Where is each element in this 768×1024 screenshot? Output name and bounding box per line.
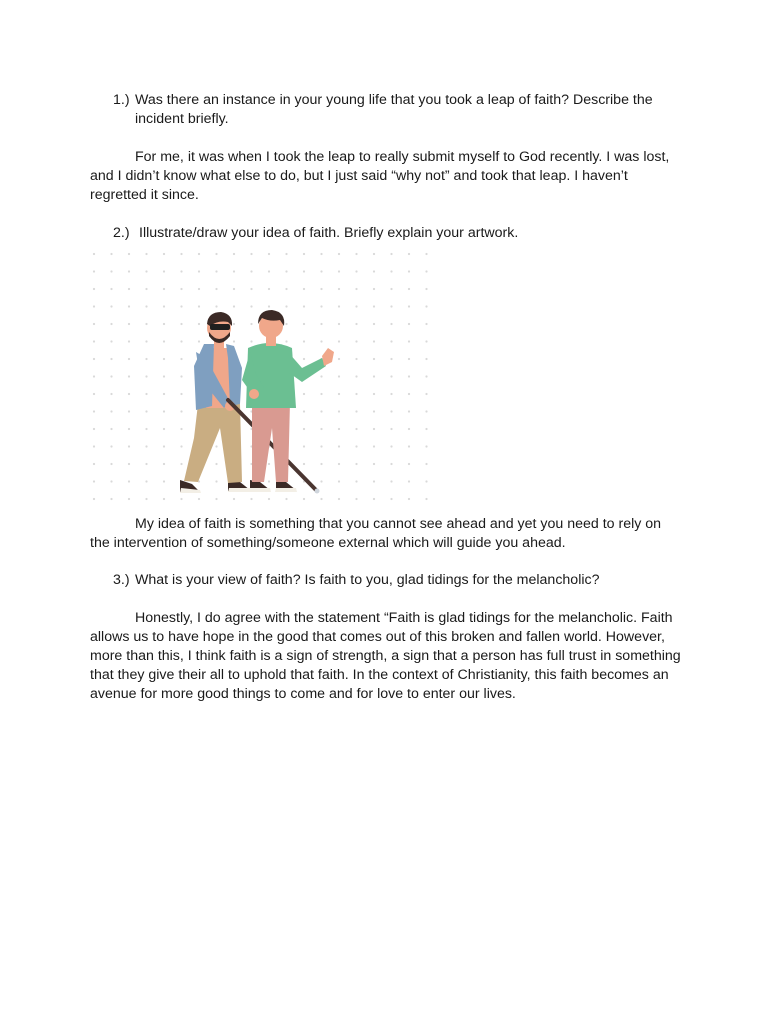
grid-dot bbox=[110, 305, 112, 307]
grid-dot bbox=[303, 393, 305, 395]
grid-dot bbox=[373, 270, 375, 272]
grid-dot bbox=[163, 305, 165, 307]
grid-dot bbox=[425, 498, 427, 500]
grid-dot bbox=[355, 270, 357, 272]
grid-dot bbox=[373, 393, 375, 395]
grid-dot bbox=[285, 253, 287, 255]
grid-dot bbox=[338, 305, 340, 307]
grid-dot bbox=[110, 358, 112, 360]
grid-dot bbox=[145, 288, 147, 290]
grid-dot bbox=[303, 463, 305, 465]
grid-dot bbox=[408, 445, 410, 447]
grid-dot bbox=[93, 305, 95, 307]
grid-dot bbox=[425, 323, 427, 325]
grid-dot bbox=[408, 428, 410, 430]
grid-dot bbox=[180, 393, 182, 395]
grid-dot bbox=[390, 375, 392, 377]
grid-dot bbox=[320, 463, 322, 465]
grid-dot bbox=[373, 428, 375, 430]
grid-dot bbox=[145, 305, 147, 307]
grid-dot bbox=[390, 270, 392, 272]
grid-dot bbox=[128, 498, 130, 500]
grid-dot bbox=[163, 393, 165, 395]
grid-dot bbox=[303, 410, 305, 412]
grid-dot bbox=[355, 340, 357, 342]
grid-dot bbox=[408, 375, 410, 377]
grid-dot bbox=[180, 323, 182, 325]
grid-dot bbox=[110, 340, 112, 342]
grid-dot bbox=[128, 375, 130, 377]
grid-dot bbox=[163, 498, 165, 500]
grid-dot bbox=[425, 253, 427, 255]
question-3-text: What is your view of faith? Is faith to you, glad tidings for the melancholic? bbox=[135, 572, 600, 588]
grid-dot bbox=[128, 480, 130, 482]
grid-dot bbox=[233, 340, 235, 342]
grid-dot bbox=[408, 253, 410, 255]
grid-dot bbox=[373, 288, 375, 290]
grid-dot bbox=[373, 463, 375, 465]
grid-dot bbox=[250, 270, 252, 272]
grid-dot bbox=[163, 428, 165, 430]
grid-dot bbox=[233, 305, 235, 307]
grid-dot bbox=[355, 393, 357, 395]
grid-dot bbox=[145, 358, 147, 360]
grid-dot bbox=[320, 498, 322, 500]
grid-dot bbox=[425, 270, 427, 272]
grid-dot bbox=[425, 393, 427, 395]
grid-dot bbox=[180, 253, 182, 255]
grid-dot bbox=[180, 375, 182, 377]
answer-1: For me, it was when I took the leap to really submit myself to God recently. I was lost, and I didn’t know what else to do, but I just said “why not” and took that leap. I haven’t regretted it since. bbox=[90, 149, 670, 203]
grid-dot bbox=[338, 253, 340, 255]
grid-dot bbox=[338, 498, 340, 500]
grid-dot bbox=[215, 288, 217, 290]
grid-dot bbox=[425, 288, 427, 290]
grid-dot bbox=[93, 428, 95, 430]
grid-dot bbox=[320, 410, 322, 412]
blind-man-guided-by-friend-illustration bbox=[88, 248, 436, 514]
grid-dot bbox=[425, 340, 427, 342]
grid-dot bbox=[145, 498, 147, 500]
grid-dot bbox=[163, 270, 165, 272]
grid-dot bbox=[250, 340, 252, 342]
grid-dot bbox=[320, 253, 322, 255]
grid-dot bbox=[355, 480, 357, 482]
grid-dot bbox=[390, 410, 392, 412]
grid-dot bbox=[425, 375, 427, 377]
grid-dot bbox=[355, 323, 357, 325]
grid-dot bbox=[128, 463, 130, 465]
grid-dot bbox=[338, 393, 340, 395]
grid-dot bbox=[355, 358, 357, 360]
grid-dot bbox=[373, 480, 375, 482]
grid-dot bbox=[93, 375, 95, 377]
grid-dot bbox=[93, 410, 95, 412]
grid-dot bbox=[390, 445, 392, 447]
grid-dot bbox=[198, 305, 200, 307]
grid-dot bbox=[320, 288, 322, 290]
grid-dot bbox=[93, 445, 95, 447]
grid-dot bbox=[110, 375, 112, 377]
grid-dot bbox=[408, 410, 410, 412]
grid-dot bbox=[180, 358, 182, 360]
grid-dot bbox=[145, 445, 147, 447]
grid-dot bbox=[198, 253, 200, 255]
grid-dot bbox=[128, 410, 130, 412]
grid-dot bbox=[180, 428, 182, 430]
grid-dot bbox=[215, 480, 217, 482]
grid-dot bbox=[373, 340, 375, 342]
question-1-text: Was there an instance in your young life that you took a leap of faith? Describe the incident briefly. bbox=[135, 92, 653, 127]
grid-dot bbox=[355, 498, 357, 500]
grid-dot bbox=[93, 498, 95, 500]
grid-dot bbox=[285, 323, 287, 325]
grid-dot bbox=[163, 358, 165, 360]
grid-dot bbox=[198, 323, 200, 325]
grid-dot bbox=[163, 288, 165, 290]
grid-dot bbox=[390, 305, 392, 307]
grid-dot bbox=[163, 253, 165, 255]
grid-dot bbox=[145, 463, 147, 465]
grid-dot bbox=[408, 463, 410, 465]
grid-dot bbox=[250, 253, 252, 255]
grid-dot bbox=[373, 253, 375, 255]
question-2-number: 2.) bbox=[113, 225, 130, 241]
grid-dot bbox=[303, 340, 305, 342]
grid-dot bbox=[425, 410, 427, 412]
grid-dot bbox=[320, 340, 322, 342]
grid-dot bbox=[355, 288, 357, 290]
grid-dot bbox=[373, 445, 375, 447]
grid-dot bbox=[390, 498, 392, 500]
grid-dot bbox=[268, 253, 270, 255]
grid-dot bbox=[408, 358, 410, 360]
grid-dot bbox=[373, 498, 375, 500]
grid-dot bbox=[320, 393, 322, 395]
grid-dot bbox=[303, 305, 305, 307]
grid-dot bbox=[390, 480, 392, 482]
grid-dot bbox=[268, 270, 270, 272]
grid-dot bbox=[338, 445, 340, 447]
grid-dot bbox=[320, 270, 322, 272]
grid-dot bbox=[425, 428, 427, 430]
grid-dot bbox=[390, 340, 392, 342]
grid-dot bbox=[215, 253, 217, 255]
grid-dot bbox=[373, 410, 375, 412]
grid-dot bbox=[425, 305, 427, 307]
grid-dot bbox=[408, 498, 410, 500]
grid-dot bbox=[268, 288, 270, 290]
grid-dot bbox=[128, 393, 130, 395]
grid-dot bbox=[303, 498, 305, 500]
grid-dot bbox=[145, 410, 147, 412]
grid-dot bbox=[93, 480, 95, 482]
grid-dot bbox=[145, 253, 147, 255]
grid-dot bbox=[425, 445, 427, 447]
grid-dot bbox=[198, 498, 200, 500]
grid-dot bbox=[145, 428, 147, 430]
grid-dot bbox=[128, 253, 130, 255]
grid-dot bbox=[338, 375, 340, 377]
grid-dot bbox=[338, 410, 340, 412]
grid-dot bbox=[128, 445, 130, 447]
grid-dot bbox=[250, 288, 252, 290]
grid-dot bbox=[93, 253, 95, 255]
grid-dot bbox=[355, 305, 357, 307]
grid-dot bbox=[355, 428, 357, 430]
grid-dot bbox=[215, 445, 217, 447]
grid-dot bbox=[285, 340, 287, 342]
grid-dot bbox=[355, 410, 357, 412]
grid-dot bbox=[93, 393, 95, 395]
grid-dot bbox=[163, 480, 165, 482]
question-2-text: Illustrate/draw your idea of faith. Briefly explain your artwork. bbox=[139, 225, 519, 241]
grid-dot bbox=[233, 288, 235, 290]
grid-dot bbox=[128, 340, 130, 342]
grid-dot bbox=[250, 498, 252, 500]
grid-dot bbox=[425, 358, 427, 360]
grid-dot bbox=[233, 270, 235, 272]
grid-dot bbox=[215, 270, 217, 272]
grid-dot bbox=[268, 498, 270, 500]
grid-dot bbox=[285, 498, 287, 500]
grid-dot bbox=[145, 480, 147, 482]
grid-dot bbox=[180, 445, 182, 447]
grid-dot bbox=[408, 340, 410, 342]
grid-dot bbox=[110, 253, 112, 255]
grid-dot bbox=[303, 358, 305, 360]
grid-dot bbox=[93, 323, 95, 325]
grid-dot bbox=[110, 410, 112, 412]
grid-dot bbox=[338, 288, 340, 290]
grid-dot bbox=[180, 410, 182, 412]
grid-dot bbox=[285, 305, 287, 307]
grid-dot bbox=[373, 323, 375, 325]
grid-dot bbox=[355, 253, 357, 255]
grid-dot bbox=[110, 498, 112, 500]
grid-dot bbox=[233, 498, 235, 500]
grid-dot bbox=[145, 323, 147, 325]
grid-dot bbox=[128, 305, 130, 307]
grid-dot bbox=[408, 480, 410, 482]
grid-dot bbox=[93, 463, 95, 465]
grid-dot bbox=[303, 288, 305, 290]
question-2 bbox=[113, 224, 673, 243]
grid-dot bbox=[425, 463, 427, 465]
grid-dot bbox=[250, 305, 252, 307]
grid-dot bbox=[93, 358, 95, 360]
answer-3: Honestly, I do agree with the statement “Faith is glad tidings for the melancholic. Faith allows us to have hope in the good that comes out of this broken and fallen world. However, more than this, I think faith is a sign of strength, a sign that a person has full trust in something that they give their all to uphold that faith. In the context of Christianity, this faith becomes an avenue for more good things to come and for love to enter our lives. bbox=[90, 610, 681, 702]
grid-dot bbox=[390, 253, 392, 255]
grid-dot bbox=[128, 428, 130, 430]
grid-dot bbox=[338, 358, 340, 360]
grid-dot bbox=[390, 463, 392, 465]
grid-dot bbox=[163, 445, 165, 447]
question-1-number: 1.) bbox=[113, 92, 130, 108]
grid-dot bbox=[338, 428, 340, 430]
grid-dot bbox=[110, 270, 112, 272]
answer-2: My idea of faith is something that you cannot see ahead and yet you need to rely on the intervention of something/someone external which will guide you ahead. bbox=[90, 516, 662, 551]
grid-dot bbox=[303, 253, 305, 255]
grid-dot bbox=[320, 323, 322, 325]
grid-dot bbox=[215, 463, 217, 465]
grid-dot bbox=[408, 270, 410, 272]
grid-dot bbox=[93, 270, 95, 272]
grid-dot bbox=[110, 480, 112, 482]
grid-dot bbox=[408, 305, 410, 307]
grid-dot bbox=[180, 288, 182, 290]
grid-dot bbox=[408, 393, 410, 395]
grid-dot bbox=[180, 270, 182, 272]
grid-dot bbox=[198, 340, 200, 342]
grid-dot bbox=[250, 323, 252, 325]
grid-dot bbox=[233, 323, 235, 325]
grid-dot bbox=[128, 358, 130, 360]
grid-dot bbox=[163, 463, 165, 465]
grid-dot bbox=[180, 340, 182, 342]
grid-dot bbox=[320, 305, 322, 307]
grid-dot bbox=[93, 340, 95, 342]
grid-dot bbox=[180, 305, 182, 307]
grid-dot bbox=[390, 393, 392, 395]
grid-dot bbox=[110, 463, 112, 465]
grid-dot bbox=[408, 288, 410, 290]
grid-dot bbox=[373, 305, 375, 307]
grid-dot bbox=[145, 393, 147, 395]
question-3-number: 3.) bbox=[113, 572, 130, 588]
grid-dot bbox=[390, 288, 392, 290]
grid-dot bbox=[425, 480, 427, 482]
grid-dot bbox=[320, 445, 322, 447]
grid-dot bbox=[285, 270, 287, 272]
question-1 bbox=[113, 91, 673, 129]
grid-dot bbox=[390, 323, 392, 325]
grid-dot bbox=[163, 375, 165, 377]
grid-dot bbox=[163, 323, 165, 325]
grid-dot bbox=[268, 305, 270, 307]
grid-dot bbox=[338, 480, 340, 482]
grid-dot bbox=[163, 410, 165, 412]
grid-dot bbox=[303, 323, 305, 325]
grid-dot bbox=[355, 375, 357, 377]
grid-dot bbox=[268, 480, 270, 482]
grid-dot bbox=[338, 463, 340, 465]
guide-man-figure bbox=[242, 310, 334, 492]
grid-dot bbox=[373, 358, 375, 360]
grid-dot bbox=[373, 375, 375, 377]
grid-dot bbox=[110, 428, 112, 430]
grid-dot bbox=[320, 480, 322, 482]
grid-dot bbox=[355, 463, 357, 465]
grid-dot bbox=[198, 270, 200, 272]
grid-dot bbox=[355, 445, 357, 447]
grid-dot bbox=[145, 375, 147, 377]
grid-dot bbox=[390, 358, 392, 360]
grid-dot bbox=[128, 270, 130, 272]
grid-dot bbox=[110, 323, 112, 325]
grid-dot bbox=[128, 323, 130, 325]
grid-dot bbox=[390, 428, 392, 430]
grid-dot bbox=[110, 288, 112, 290]
grid-dot bbox=[233, 253, 235, 255]
grid-dot bbox=[215, 498, 217, 500]
grid-dot bbox=[110, 393, 112, 395]
grid-dot bbox=[215, 305, 217, 307]
grid-dot bbox=[180, 498, 182, 500]
grid-dot bbox=[285, 288, 287, 290]
grid-dot bbox=[338, 270, 340, 272]
grid-dot bbox=[408, 323, 410, 325]
grid-dot bbox=[320, 428, 322, 430]
grid-dot bbox=[110, 445, 112, 447]
grid-dot bbox=[93, 288, 95, 290]
grid-dot bbox=[338, 323, 340, 325]
grid-dot bbox=[303, 270, 305, 272]
grid-dot bbox=[145, 340, 147, 342]
grid-dot bbox=[128, 288, 130, 290]
grid-dot bbox=[338, 340, 340, 342]
grid-dot bbox=[163, 340, 165, 342]
faith-illustration bbox=[88, 248, 436, 514]
question-3 bbox=[113, 571, 673, 590]
grid-dot bbox=[268, 463, 270, 465]
grid-dot bbox=[303, 445, 305, 447]
grid-dot bbox=[145, 270, 147, 272]
grid-dot bbox=[320, 375, 322, 377]
grid-dot bbox=[198, 288, 200, 290]
grid-dot bbox=[180, 463, 182, 465]
grid-dot bbox=[303, 428, 305, 430]
